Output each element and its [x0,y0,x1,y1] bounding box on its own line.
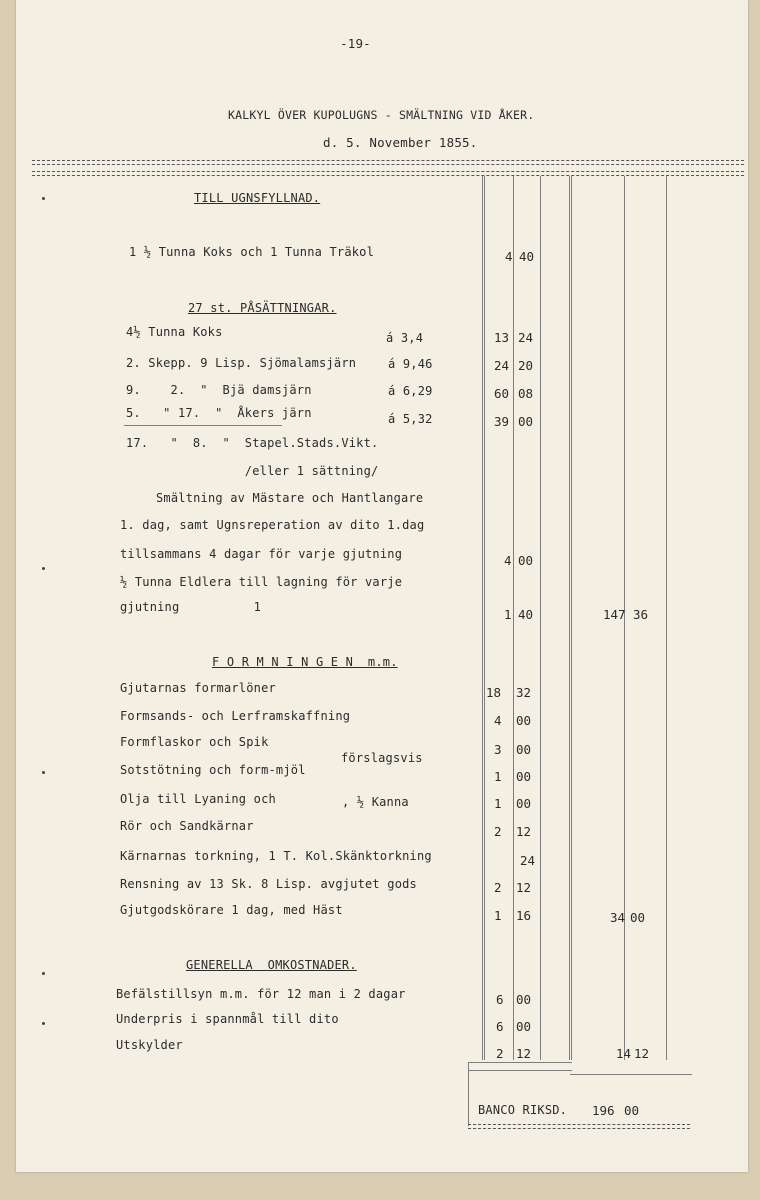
line-item: 1 ½ Tunna Koks och 1 Tunna Träkol [129,245,375,259]
amount-skilling: 32 [516,685,532,700]
amount-skilling: 00 [516,742,532,757]
amount-riksdaler: 24 [494,358,510,373]
section-heading: 27 st. PÅSÄTTNINGAR. [188,301,337,315]
total-skilling: 00 [624,1103,640,1118]
paragraph-line: 1. dag, samt Ugnsreperation av dito 1.dag [120,518,425,532]
total-riksdaler: 196 [592,1103,615,1118]
header-rule-2 [32,171,744,176]
amount-riksdaler: 2 [494,824,502,839]
subtotal-riksdaler: 147 [603,607,626,622]
line-item: Gjutarnas formarlöner [120,681,276,695]
amount-skilling: 08 [518,386,534,401]
margin-dot [42,197,45,200]
amount-riksdaler: 18 [486,685,502,700]
amount-riksdaler: 6 [496,1019,504,1034]
note-kanna: , ½ Kanna [342,795,409,809]
amount-riksdaler: 60 [494,386,510,401]
line-item: Befälstillsyn m.m. för 12 man i 2 dagar [116,987,406,1001]
header-rule [32,160,744,165]
line-item-price: á 6,29 [388,384,433,398]
amount-skilling: 00 [518,553,534,568]
line-item: 9. 2. " Bjä damsjärn [126,383,312,397]
subtotal-riksdaler: 34 [610,910,626,925]
amount-riksdaler: 1 [494,796,502,811]
line-item: Utskylder [116,1038,183,1052]
amount-skilling: 24 [520,853,536,868]
column-rule [513,176,514,1060]
amount-skilling: 00 [516,713,532,728]
amount-riksdaler: 2 [494,880,502,895]
amount-riksdaler: 1 [504,607,512,622]
column-rule [571,176,572,1060]
total-label: BANCO RIKSD. [478,1103,568,1117]
line-item: 4½ Tunna Koks [126,325,223,339]
line-item-price: á 9,46 [388,357,433,371]
note-forslagsvis: förslagsvis [341,751,423,765]
section-heading: F O R M N I N G E N m.m. [212,655,398,669]
sum-rule [570,1074,692,1075]
document-page [16,0,748,1172]
line-item: 5. " 17. " Åkers järn [126,406,312,420]
column-rule [484,176,485,1060]
amount-skilling: 12 [516,824,532,839]
margin-dot [42,771,45,774]
column-rule [569,176,570,1060]
subtotal-skilling: 00 [630,910,646,925]
subtotal-riksdaler: 14 [616,1046,632,1061]
amount-skilling: 00 [516,1019,532,1034]
line-item-price: á 5,32 [388,412,433,426]
amount-skilling: 00 [516,796,532,811]
underline [124,425,282,426]
amount-riksdaler: 4 [504,553,512,568]
paragraph-line: ½ Tunna Eldlera till lagning för varje [120,575,403,589]
line-item: Formflaskor och Spik [120,735,269,749]
amount-riksdaler: 6 [496,992,504,1007]
paragraph-line: tillsammans 4 dagar för varje gjutning [120,547,403,561]
amount-riksdaler: 39 [494,414,510,429]
line-item: Rör och Sandkärnar [120,819,254,833]
amount-skilling: 00 [518,414,534,429]
amount-skilling: 24 [518,330,534,345]
paragraph-line: Smältning av Mästare och Hantlangare [156,491,424,505]
line-item: Rensning av 13 Sk. 8 Lisp. avgjutet gods [120,877,417,891]
line-item: Underpris i spannmål till dito [116,1012,339,1026]
paragraph-line: gjutning 1 [120,600,262,614]
section-heading: GENERELLA OMKOSTNADER. [186,958,357,972]
column-rule [666,176,667,1060]
column-rule [540,176,541,1060]
column-rule [482,176,483,1060]
amount-riksdaler: 2 [496,1046,504,1061]
amount-riksdaler: 1 [494,908,502,923]
total-rule [468,1124,690,1129]
amount-skilling: 12 [516,880,532,895]
amount-riksdaler: 3 [494,742,502,757]
page-number: -19- [340,36,371,51]
line-item: Gjutgodskörare 1 dag, med Häst [120,903,343,917]
subtotal-skilling: 12 [634,1046,650,1061]
document-title: KALKYL ÖVER KUPOLUGNS - SMÄLTNING VID ÅKER. [228,108,535,122]
line-item: Sotstötning och form-mjöl [120,763,306,777]
sum-rule [468,1062,572,1063]
amount-skilling: 16 [516,908,532,923]
amount-skilling: 12 [516,1046,532,1061]
line-item: Kärnarnas torkning, 1 T. Kol.Skänktorkning [120,849,432,863]
line-item: Olja till Lyaning och [120,792,276,806]
line-item: 2. Skepp. 9 Lisp. Sjömalamsjärn [126,356,357,370]
line-item: /eller 1 sättning/ [126,464,379,478]
amount-skilling: 40 [518,607,534,622]
amount-skilling: 00 [516,769,532,784]
amount-riksdaler: 4 [505,249,513,264]
sum-rule [468,1070,572,1071]
margin-dot [42,1022,45,1025]
document-date: d. 5. November 1855. [323,135,478,150]
line-item-price: á 3,4 [386,331,424,345]
total-box-edge [468,1062,469,1126]
amount-skilling: 40 [519,249,535,264]
subtotal-skilling: 36 [633,607,649,622]
amount-riksdaler: 4 [494,713,502,728]
amount-riksdaler: 1 [494,769,502,784]
margin-dot [42,972,45,975]
amount-skilling: 00 [516,992,532,1007]
margin-dot [42,567,45,570]
line-item: 17. " 8. " Stapel.Stads.Vikt. [126,436,379,450]
amount-skilling: 20 [518,358,534,373]
section-heading: TILL UGNSFYLLNAD. [194,191,321,205]
line-item: Formsands- och Lerframskaffning [120,709,351,723]
amount-riksdaler: 13 [494,330,510,345]
